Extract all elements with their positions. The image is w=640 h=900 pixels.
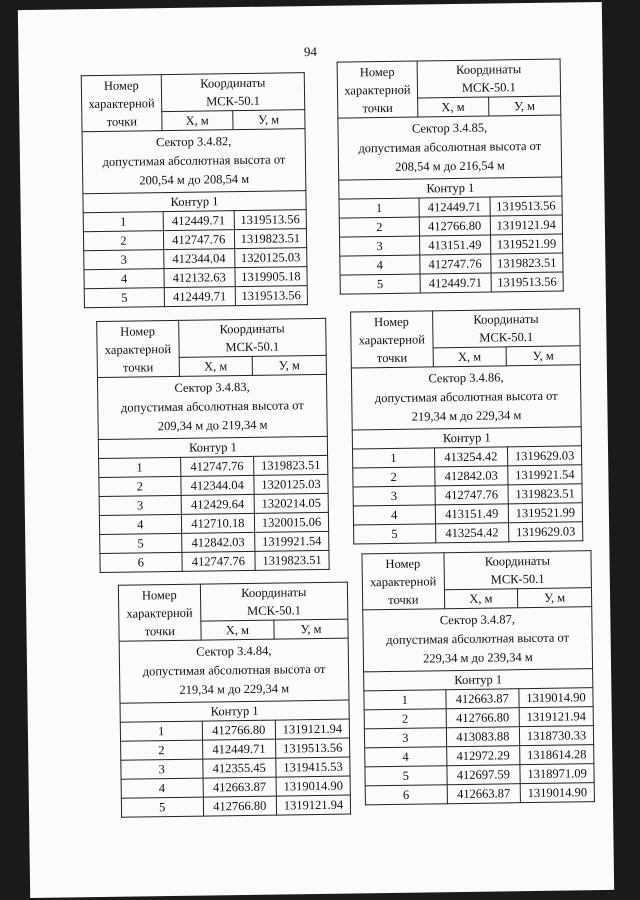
point-number: 5 — [365, 766, 447, 786]
y-header: У, м — [252, 355, 326, 375]
x-value: 412766.80 — [446, 708, 520, 728]
contour-label: Контур 1 — [98, 436, 327, 458]
x-header: X, м — [417, 97, 488, 117]
x-value: 413254.42 — [435, 523, 509, 543]
x-header: X, м — [444, 589, 518, 609]
x-value: 412663.87 — [445, 689, 519, 709]
y-value: 1320125.03 — [254, 474, 328, 494]
sector-description: Сектор 3.4.84, допустимая абсолютная высота от 219,34 м до 229,34 м — [119, 638, 349, 703]
y-value: 1319921.54 — [508, 465, 582, 485]
y-value: 1319121.94 — [490, 215, 563, 235]
y-value: 1319014.90 — [276, 776, 350, 796]
coordinate-table — [118, 582, 351, 818]
y-value: 1320015.06 — [254, 512, 328, 532]
point-number-header: Номер характерной точки — [118, 584, 200, 641]
y-value: 1319513.56 — [491, 272, 564, 292]
point-number-header: Номер характерной точки — [351, 311, 433, 368]
point-number: 5 — [340, 274, 420, 294]
page-number: 94 — [303, 43, 318, 60]
y-header: У, м — [518, 588, 592, 608]
sector-description: Сектор 3.4.82, допустимая абсолютная высота от 200,54 м до 208,54 м — [82, 129, 306, 194]
point-number: 5 — [100, 533, 182, 553]
x-value: 413151.49 — [419, 235, 490, 255]
y-header: У, м — [506, 346, 580, 366]
y-value: 1319521.99 — [508, 503, 582, 523]
x-value: 413254.42 — [434, 447, 508, 467]
sector-description: Сектор 3.4.85, допустимая абсолютная высота от 208,54 м до 216,54 м — [338, 115, 562, 180]
contour-label: Контур 1 — [352, 427, 581, 449]
contour-label: Контур 1 — [83, 191, 306, 213]
y-value: 1319121.94 — [275, 719, 349, 739]
y-value: 1320125.03 — [234, 248, 307, 268]
y-header: У, м — [274, 619, 348, 639]
x-value: 412766.80 — [202, 720, 276, 740]
y-value: 1319823.51 — [508, 484, 582, 504]
x-value: 412449.71 — [202, 739, 276, 759]
point-number: 3 — [364, 728, 446, 748]
x-value: 412449.71 — [163, 211, 234, 231]
x-value: 412449.71 — [164, 287, 235, 307]
point-number: 2 — [121, 740, 203, 760]
point-number: 1 — [120, 721, 202, 741]
x-value: 412344.04 — [180, 475, 254, 495]
y-value: 1319823.51 — [254, 455, 328, 475]
document-page — [18, 2, 614, 898]
x-header: X, м — [433, 347, 507, 367]
coordinate-table — [81, 72, 308, 308]
y-header: У, м — [488, 96, 561, 116]
y-value: 1319513.56 — [235, 286, 308, 306]
point-number: 2 — [83, 231, 163, 251]
x-value: 412710.18 — [181, 513, 255, 533]
point-number: 1 — [99, 457, 181, 477]
x-value: 412429.64 — [181, 494, 255, 514]
y-value: 1319014.90 — [520, 783, 594, 803]
contour-label: Контур 1 — [339, 177, 562, 199]
point-number: 2 — [339, 217, 419, 237]
point-number: 4 — [84, 269, 164, 289]
y-value: 1319823.51 — [255, 550, 329, 570]
point-number: 1 — [364, 690, 446, 710]
point-number: 4 — [340, 255, 420, 275]
x-value: 412355.45 — [202, 758, 276, 778]
coordinates-header: Координаты МСК-50.1 — [432, 309, 580, 348]
coordinates-header: Координаты МСК-50.1 — [200, 582, 348, 621]
x-value: 412766.80 — [419, 216, 490, 236]
point-number: 1 — [83, 212, 163, 232]
point-number-header: Номер характерной точки — [97, 320, 179, 377]
point-number: 5 — [354, 524, 436, 544]
x-value: 412842.03 — [181, 532, 255, 552]
point-number: 3 — [340, 236, 420, 256]
point-number: 2 — [364, 709, 446, 729]
y-value: 1318614.28 — [520, 745, 594, 765]
x-value: 413151.49 — [435, 504, 509, 524]
point-number: 5 — [84, 288, 164, 308]
point-number-header: Номер характерной точки — [337, 61, 418, 118]
point-number: 4 — [353, 505, 435, 525]
point-number: 4 — [121, 778, 203, 798]
y-value: 1319513.56 — [276, 738, 350, 758]
x-value: 412747.76 — [163, 230, 234, 250]
x-value: 412747.76 — [420, 254, 491, 274]
point-number: 2 — [99, 476, 181, 496]
point-number: 3 — [353, 486, 435, 506]
point-number: 5 — [121, 797, 203, 817]
y-value: 1319629.03 — [509, 522, 583, 542]
y-value: 1319014.90 — [519, 688, 593, 708]
coordinates-header: Координаты МСК-50.1 — [178, 318, 326, 357]
point-number: 4 — [365, 747, 447, 767]
coordinate-table — [96, 318, 329, 573]
y-value: 1318730.33 — [519, 726, 593, 746]
table-row — [100, 550, 329, 572]
y-value: 1319521.99 — [490, 234, 563, 254]
tables-container — [18, 2, 602, 815]
x-value: 412449.71 — [420, 273, 491, 293]
x-value: 412449.71 — [419, 197, 490, 217]
point-number: 6 — [100, 552, 182, 572]
coordinates-header: Координаты МСК-50.1 — [161, 73, 305, 112]
x-header: X, м — [162, 111, 233, 131]
x-value: 412663.87 — [447, 784, 521, 804]
point-number: 2 — [353, 467, 435, 487]
x-value: 412747.76 — [435, 485, 509, 505]
y-value: 1319513.56 — [490, 196, 563, 216]
point-number: 3 — [99, 495, 181, 515]
sector-description: Сектор 3.4.87, допустимая абсолютная высота от 229,34 м до 239,34 м — [363, 607, 593, 672]
coordinates-header: Координаты МСК-50.1 — [417, 59, 561, 98]
x-value: 412663.87 — [203, 777, 277, 797]
x-header: X, м — [179, 356, 253, 376]
y-value: 1318971.09 — [520, 764, 594, 784]
x-value: 412766.80 — [203, 796, 277, 816]
point-number-header: Номер характерной точки — [81, 75, 162, 132]
table-row — [84, 286, 307, 308]
x-value: 412344.04 — [164, 249, 235, 269]
point-number: 1 — [352, 448, 434, 468]
table-row — [365, 783, 594, 805]
coordinates-header: Координаты МСК-50.1 — [444, 551, 592, 590]
y-value: 1319823.51 — [234, 229, 307, 249]
x-value: 412842.03 — [434, 466, 508, 486]
x-value: 412697.59 — [446, 765, 520, 785]
point-number: 1 — [339, 198, 419, 218]
y-value: 1319629.03 — [508, 446, 582, 466]
coordinate-table — [337, 59, 564, 295]
coordinate-table — [361, 550, 594, 805]
y-value: 1320214.05 — [254, 493, 328, 513]
table-row — [354, 522, 583, 544]
point-number: 4 — [99, 514, 181, 534]
contour-label: Контур 1 — [364, 669, 593, 691]
x-value: 412972.29 — [446, 746, 520, 766]
sector-description: Сектор 3.4.86, допустимая абсолютная высота от 219,34 м до 229,34 м — [351, 365, 581, 430]
y-value: 1319121.94 — [276, 795, 350, 815]
x-header: X, м — [200, 620, 274, 640]
x-value: 412132.63 — [164, 268, 235, 288]
y-header: У, м — [232, 110, 305, 130]
y-value: 1319921.54 — [255, 531, 329, 551]
y-value: 1319415.53 — [276, 757, 350, 777]
sector-description: Сектор 3.4.83, допустимая абсолютная высота от 209,34 м до 219,34 м — [97, 374, 327, 439]
y-value: 1319823.51 — [490, 253, 563, 273]
contour-label: Контур 1 — [120, 700, 349, 722]
point-number-header: Номер характерной точки — [362, 553, 444, 610]
y-value: 1319121.94 — [519, 707, 593, 727]
point-number: 3 — [121, 759, 203, 779]
x-value: 412747.76 — [181, 551, 255, 571]
x-value: 412747.76 — [180, 456, 254, 476]
x-value: 413083.88 — [446, 727, 520, 747]
y-value: 1319513.56 — [234, 210, 307, 230]
table-row — [121, 795, 350, 817]
table-row — [340, 272, 563, 294]
point-number: 3 — [84, 250, 164, 270]
point-number: 6 — [365, 785, 447, 805]
y-value: 1319905.18 — [235, 267, 308, 287]
coordinate-table — [350, 308, 583, 544]
